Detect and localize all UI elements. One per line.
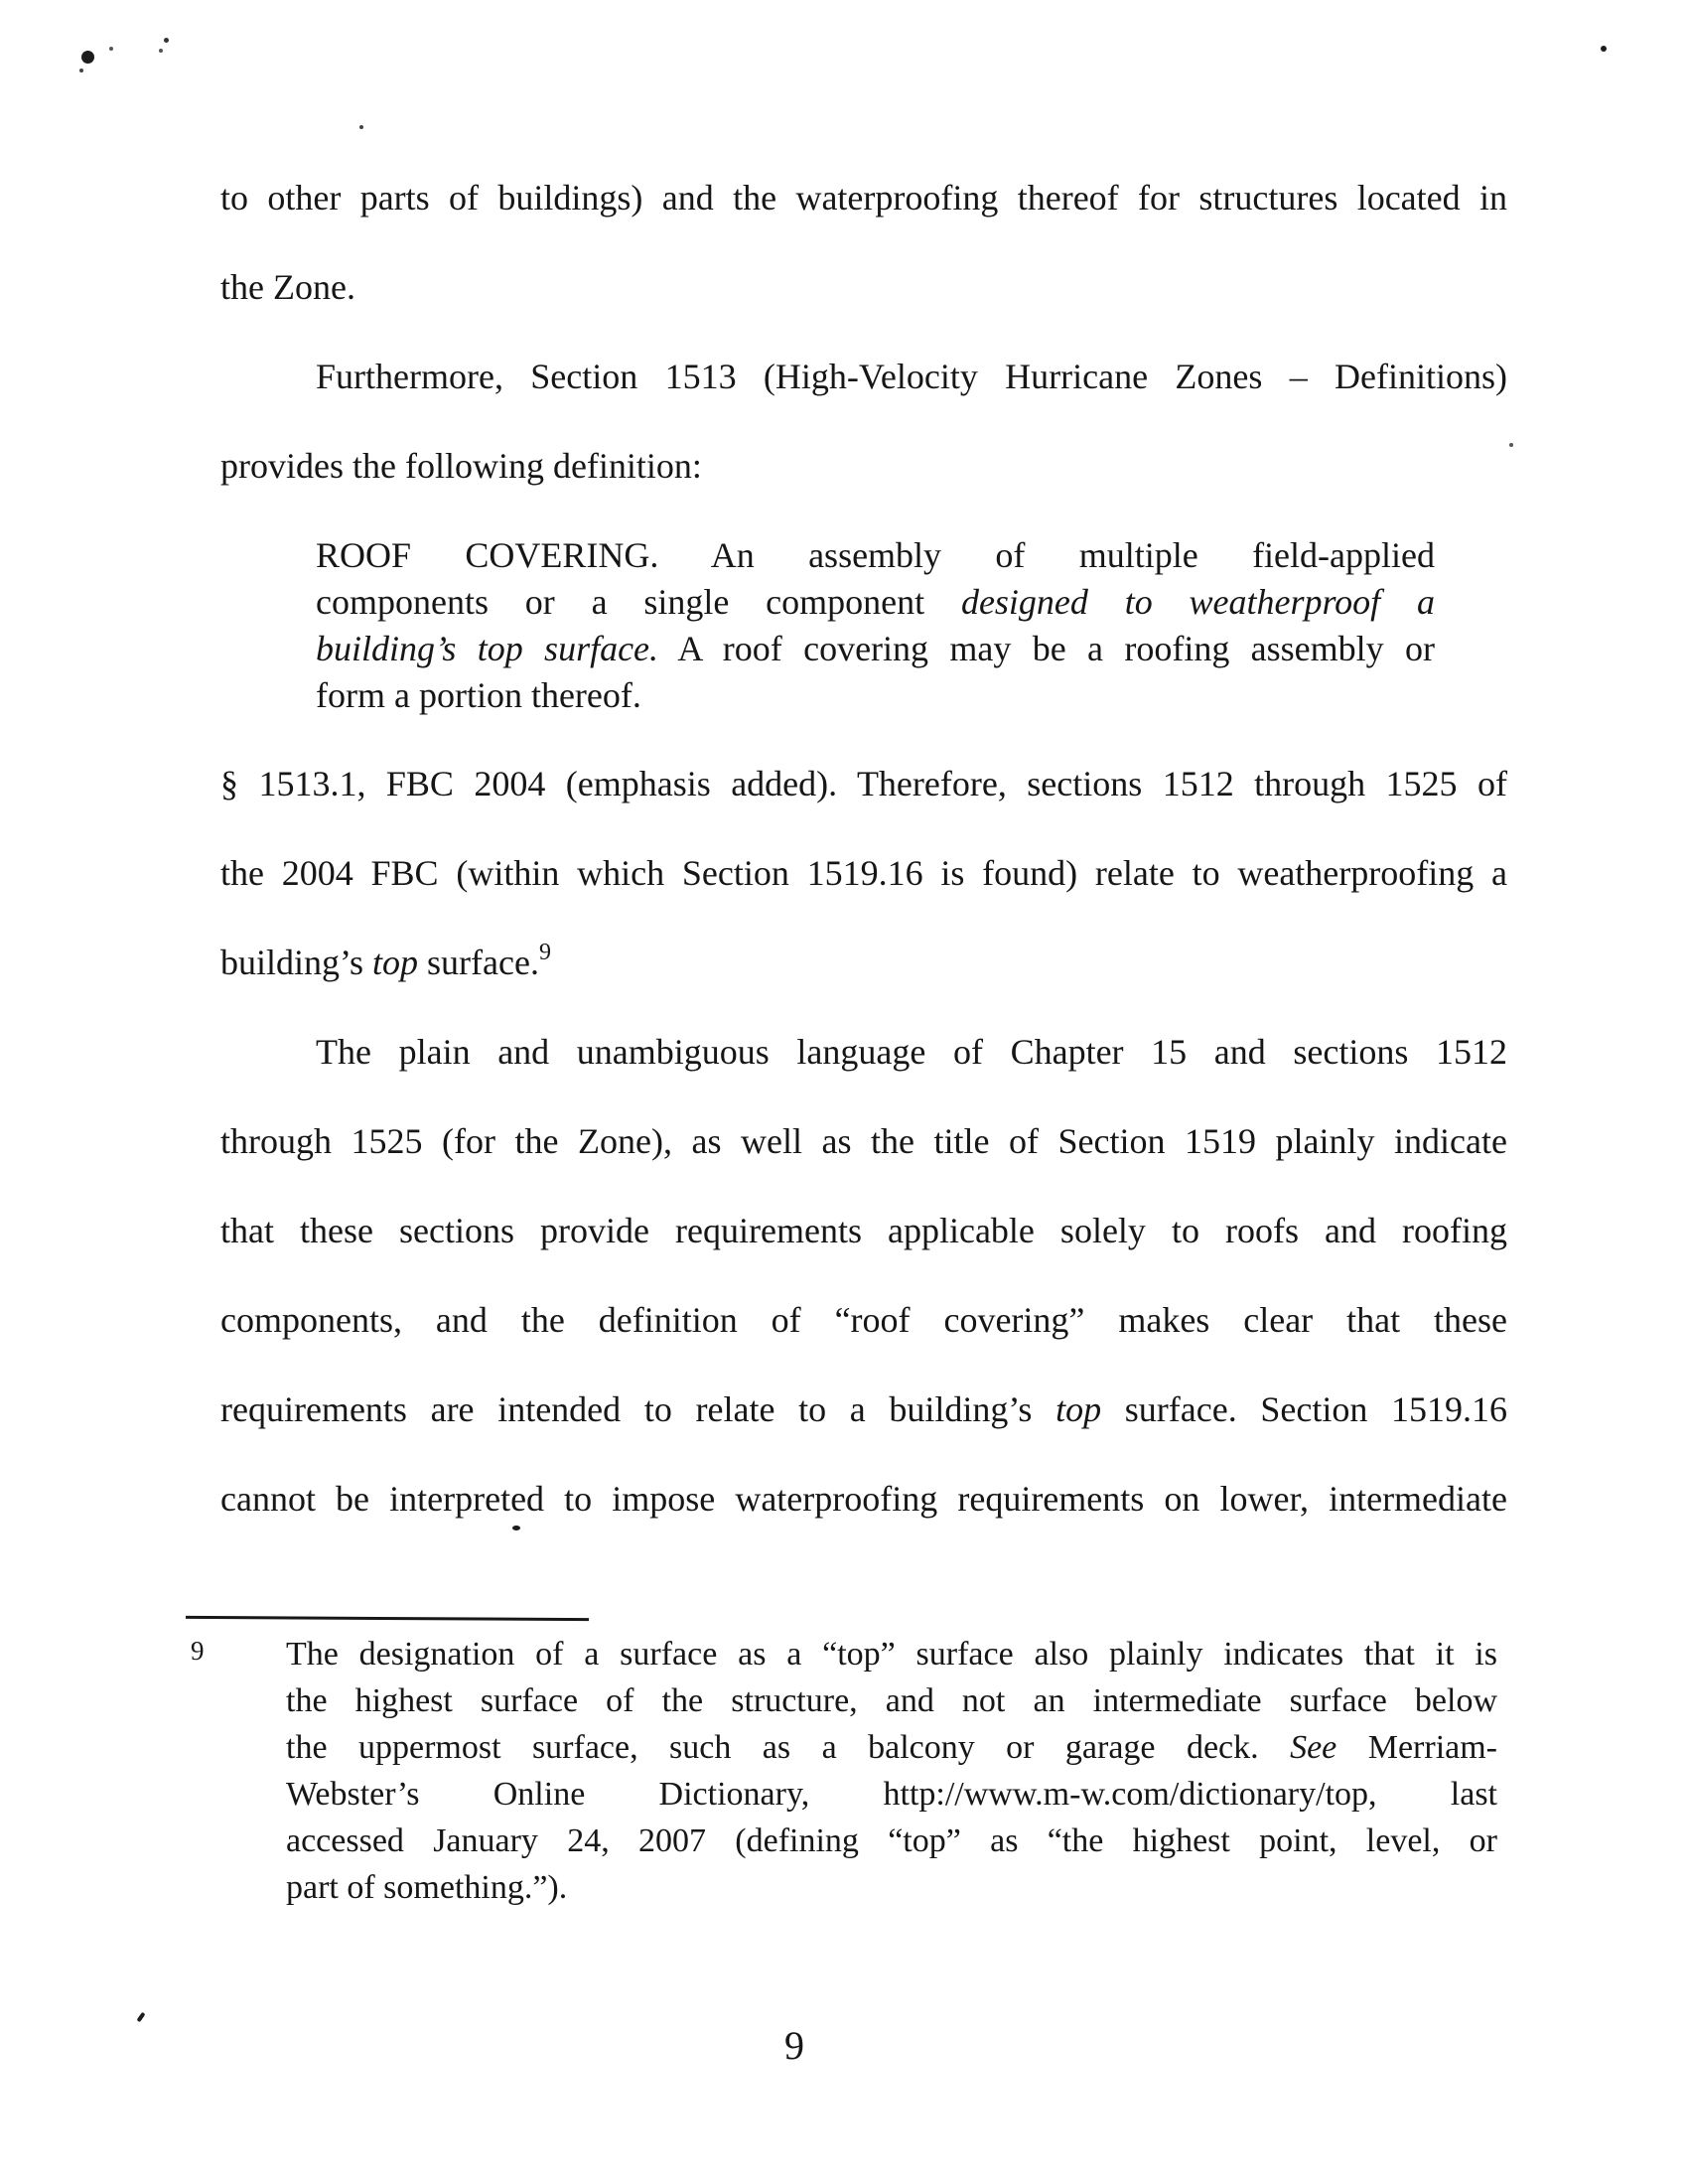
text-line: the Zone. bbox=[220, 267, 355, 307]
text-line: Webster’s Online Dictionary, http://www.m-w.com/dictionary/top, last bbox=[286, 1776, 1497, 1813]
scan-speck bbox=[164, 38, 169, 43]
scan-speck bbox=[359, 125, 363, 129]
text-line: The plain and unambiguous language of Chapter 15 and sections 1512 bbox=[316, 1032, 1507, 1072]
footnote-section bbox=[191, 1617, 1507, 1911]
text-line: requirements are intended to relate to a building’s top surface. Section 1519.16 bbox=[220, 1389, 1508, 1429]
text-line: building’s top surface. A roof covering may be a roofing assembly or bbox=[316, 629, 1436, 668]
scan-speck bbox=[81, 51, 94, 64]
text-line: Furthermore, Section 1513 (High-Velocity Hurricane Zones – Definitions) bbox=[316, 357, 1507, 396]
footnote bbox=[191, 1631, 1507, 1911]
text-line: accessed January 24, 2007 (defining “top” as “the highest point, level, or bbox=[286, 1822, 1497, 1859]
scan-speck bbox=[159, 49, 163, 53]
text-line: provides the following definition: bbox=[220, 446, 702, 486]
blockquote-roof-covering-definition bbox=[316, 532, 1435, 719]
scan-speck bbox=[109, 47, 113, 51]
text-line: cannot be interpreted to impose waterproofing requirements on lower, intermediate bbox=[220, 1479, 1507, 1519]
scan-speck bbox=[1509, 443, 1513, 447]
text-line: the highest surface of the structure, and not an intermediate surface below bbox=[286, 1682, 1497, 1719]
text-line: through 1525 (for the Zone), as well as the title of Section 1519 plainly indicate bbox=[220, 1121, 1507, 1161]
text-line: components, and the definition of “roof covering” makes clear that these bbox=[220, 1300, 1507, 1340]
text-line: components or a single component designed to weatherproof a bbox=[316, 582, 1435, 622]
text-line: form a portion thereof. bbox=[316, 675, 641, 715]
page-number: 9 bbox=[784, 2023, 804, 2068]
text-line: § 1513.1, FBC 2004 (emphasis added). Therefore, sections 1512 through 1525 of bbox=[220, 764, 1507, 803]
footnote-marker: 9 bbox=[191, 1636, 205, 1666]
scan-speck bbox=[136, 2012, 145, 2022]
paragraph-continuation bbox=[220, 153, 1507, 332]
paragraph-plain-language bbox=[220, 1007, 1507, 1543]
paragraph-furthermore bbox=[220, 332, 1507, 510]
text-line: to other parts of buildings) and the waterproofing thereof for structures located in bbox=[220, 178, 1507, 218]
footnote-text bbox=[286, 1631, 1497, 1911]
text-line: part of something.”). bbox=[286, 1869, 568, 1906]
text-line: that these sections provide requirements applicable solely to roofs and roofing bbox=[220, 1211, 1507, 1250]
page-body bbox=[220, 153, 1507, 1543]
text-line: the 2004 FBC (within which Section 1519.16 is found) relate to weatherproofing a bbox=[220, 853, 1507, 893]
paragraph-citation bbox=[220, 739, 1507, 1007]
text-line: ROOF COVERING. An assembly of multiple field-applied bbox=[316, 535, 1435, 575]
scan-speck bbox=[79, 69, 83, 73]
text-line: the uppermost surface, such as a balcony or garage deck. See Merriam- bbox=[286, 1729, 1497, 1766]
text-line: The designation of a surface as a “top” surface also plainly indicates that it is bbox=[286, 1636, 1497, 1673]
scan-speck bbox=[1601, 46, 1607, 52]
text-line: building’s top surface.$^9$ bbox=[220, 940, 551, 982]
footnote-separator-rule bbox=[186, 1616, 589, 1621]
